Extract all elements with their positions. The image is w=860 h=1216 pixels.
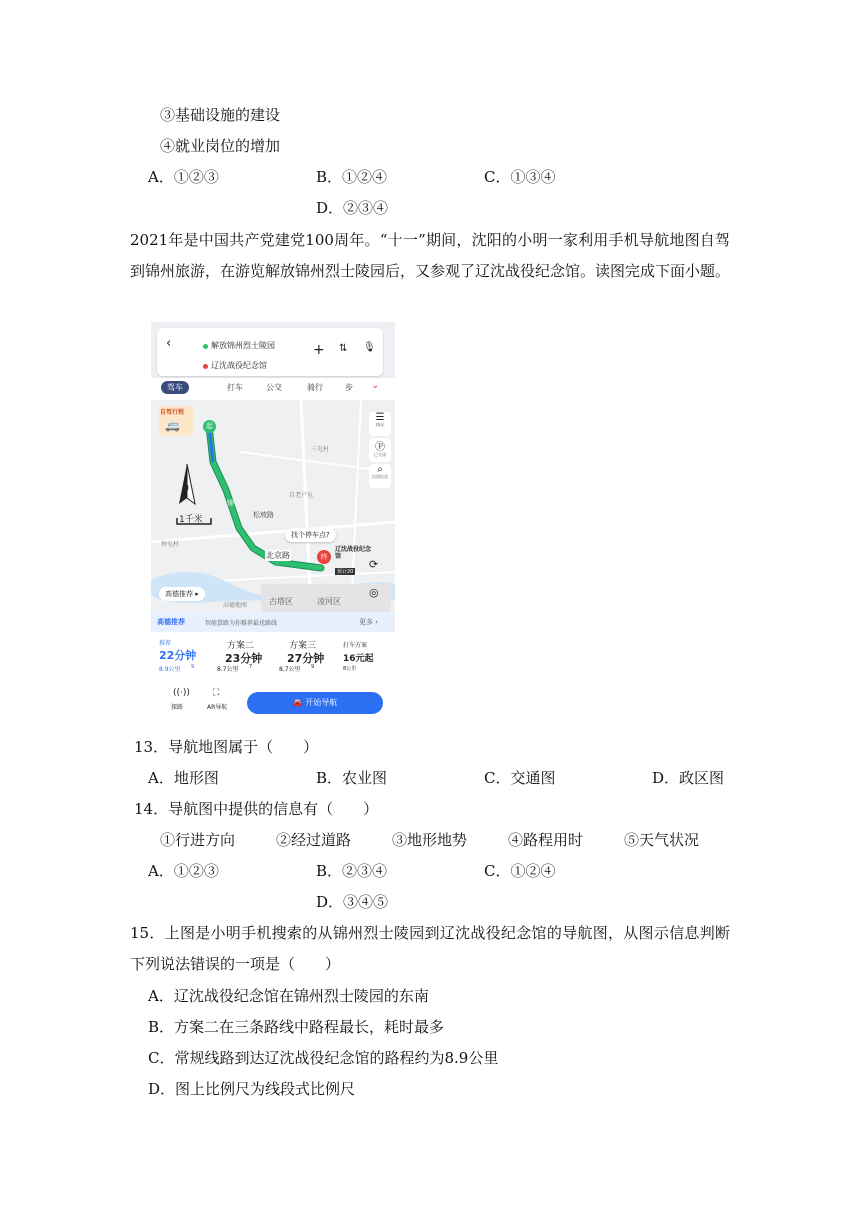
plan-card-recommended[interactable]	[159, 638, 215, 676]
choice-c: C．①③④	[484, 168, 556, 186]
q15-stem: 15．上图是小明手机搜索的从锦州烈士陵园到辽沈战役纪念馆的导航图，从图示信息判断下列说法错误的一项是（ ）	[130, 924, 730, 973]
panel-header	[151, 612, 395, 632]
along-route-search-button[interactable]	[369, 464, 391, 488]
intro-paragraph: 2021年是中国共产党建党100周年。“十一”期间，沈阳的小明一家利用手机导航地图自驾到锦州旅游，在游览解放锦州烈士陵园后，又参观了辽沈战役纪念馆。读图完成下面小题。	[130, 231, 731, 280]
route-plans-panel	[151, 612, 395, 726]
parking-icon: Ⓟ	[375, 442, 385, 453]
q14-item-4: ④路程用时	[508, 831, 584, 849]
plan-card-taxi[interactable]	[343, 638, 395, 676]
plan-distance: 8.7公里	[217, 666, 239, 673]
q15-choice-c: C．常规线路到达辽沈战役纪念馆的路程约为8.9公里	[148, 1049, 499, 1067]
road-label: 松坡路	[253, 511, 274, 519]
q14-choice-c: C．①②④	[484, 862, 556, 880]
road-label: 北京路	[266, 551, 290, 560]
q14-choice-d: D．③④⑤	[316, 893, 389, 911]
panel-header-text: 智能算路为你推荐最优路线	[205, 620, 278, 627]
end-marker: 终	[317, 550, 331, 564]
parking-hint-button[interactable]	[285, 528, 336, 542]
plan-lights: 9	[191, 664, 195, 670]
choice-b: B．①②④	[316, 168, 388, 186]
explore-icon[interactable]: ((·))	[173, 688, 190, 698]
q15-choice-b: B．方案二在三条路线中路程最长，耗时最多	[148, 1018, 445, 1036]
place-label: 自老户屯	[289, 492, 314, 499]
back-arrow-icon[interactable]: ‹	[166, 336, 172, 351]
choice-a: A．①②③	[148, 168, 219, 186]
destination-eta: 预计20	[337, 569, 354, 575]
plan-distance: 8.7公里	[279, 666, 301, 673]
q14-item-3: ③地形地势	[392, 831, 468, 849]
plan-card-3[interactable]	[279, 638, 335, 676]
north-label: N	[183, 484, 189, 492]
q14-item-1: ①行进方向	[160, 831, 236, 849]
choice-d: D．②③④	[316, 199, 389, 217]
start-navigation-label: 开始导航	[305, 698, 338, 707]
car-icon: 🚐	[165, 418, 180, 432]
start-navigation-button[interactable]	[247, 692, 383, 714]
road-label: 锦	[227, 499, 234, 507]
district-label: 古塔区	[269, 597, 293, 606]
plan-name: 打车方案	[343, 642, 368, 649]
plan-name: 推荐	[159, 640, 172, 647]
origin-input[interactable]: 解放锦州烈士陵园	[211, 341, 275, 350]
add-waypoint-icon[interactable]: +	[313, 342, 325, 358]
tab-driving[interactable]: 驾车	[161, 381, 189, 394]
destination-dot	[203, 364, 208, 369]
destination-input[interactable]: 辽沈战役纪念馆	[211, 361, 267, 370]
scale-label: 1千米	[179, 515, 203, 525]
explore-label: 探路	[171, 704, 184, 711]
plan-lights: 9	[311, 664, 315, 670]
parking-label: 已关闭	[374, 452, 386, 457]
recommend-button[interactable]: 高德推荐 ▸	[159, 587, 205, 601]
place-label: 三屯村	[311, 446, 330, 453]
option-item-4: ④就业岗位的增加	[160, 137, 281, 155]
more-label: 更多	[359, 618, 373, 626]
tab-transit[interactable]: 公交	[266, 383, 282, 392]
tab-walking[interactable]: 步	[345, 383, 353, 392]
q14-item-5: ⑤天气状况	[624, 831, 700, 849]
ar-nav-label: AR导航	[207, 704, 228, 711]
navigation-map-screenshot	[151, 322, 395, 726]
parking-button[interactable]	[369, 438, 391, 462]
plan-card-2[interactable]	[217, 638, 273, 676]
tab-cycling[interactable]: 骑行	[307, 383, 323, 392]
recommend-label: 高德推荐	[165, 590, 193, 598]
plan-distance: 8公里	[343, 666, 357, 672]
q13-choice-a: A．地形图	[148, 769, 219, 787]
panel-header-badge: 高德推荐	[157, 618, 185, 626]
q14-item-2: ②经过道路	[276, 831, 352, 849]
destination-callout: 辽沈战役纪念馆	[335, 546, 372, 560]
option-item-3: ③基础设施的建设	[160, 106, 281, 124]
self-drive-logo-text: 自驾行程	[160, 409, 185, 416]
microphone-icon[interactable]: 🎙	[363, 342, 376, 353]
q13-choice-b: B．农业图	[316, 769, 388, 787]
swap-icon[interactable]: ⇅	[339, 343, 348, 354]
traffic-label: 路况	[376, 422, 384, 427]
q14-stem: 14．导航图中提供的信息有（ ）	[134, 800, 379, 818]
plan-distance: 8.9公里	[159, 666, 181, 673]
more-link[interactable]: 更多 ›	[359, 618, 379, 626]
start-marker: 起	[203, 420, 216, 433]
traffic-icon: ☰	[375, 412, 385, 423]
q15-choice-a: A．辽沈战役纪念馆在锦州烈士陵园的东南	[148, 987, 429, 1005]
q15-choice-d: D．图上比例尺为线段式比例尺	[148, 1080, 356, 1098]
plan-lights: 7	[249, 664, 253, 670]
parking-hint-text: 找个停车点?	[291, 531, 330, 539]
district-label: 凌河区	[317, 597, 341, 606]
place-label: 高德地图	[223, 602, 248, 609]
car-icon: 🚘	[292, 698, 303, 707]
refresh-icon[interactable]: ⟳	[369, 558, 379, 571]
traffic-button[interactable]	[369, 412, 391, 436]
plan-price: 16元起	[343, 654, 374, 664]
self-drive-logo	[159, 406, 193, 436]
plan-time: 27分钟	[287, 652, 325, 665]
search-icon: ⌕	[377, 464, 383, 475]
q14-choice-b: B．②③④	[316, 862, 388, 880]
locate-icon[interactable]: ◎	[369, 586, 379, 599]
q13-choice-c: C．交通图	[484, 769, 556, 787]
origin-dot	[203, 344, 208, 349]
q13-choice-d: D．政区图	[652, 769, 725, 787]
plan-name: 方案三	[289, 641, 317, 651]
place-label: 钟屯村	[161, 541, 180, 548]
plan-time: 22分钟	[159, 649, 197, 662]
chevron-down-icon[interactable]: ⌄	[371, 380, 380, 391]
ar-icon[interactable]: ⛶	[213, 688, 220, 698]
q14-choice-a: A．①②③	[148, 862, 219, 880]
tab-taxi[interactable]: 打车	[227, 383, 243, 392]
route-search-box	[157, 328, 383, 376]
q13-stem: 13．导航地图属于（ ）	[134, 738, 319, 756]
transport-mode-tabs	[151, 378, 395, 400]
plan-time: 23分钟	[225, 652, 263, 665]
along-route-label: 沿途信息	[372, 474, 388, 479]
plan-name: 方案二	[227, 641, 255, 651]
